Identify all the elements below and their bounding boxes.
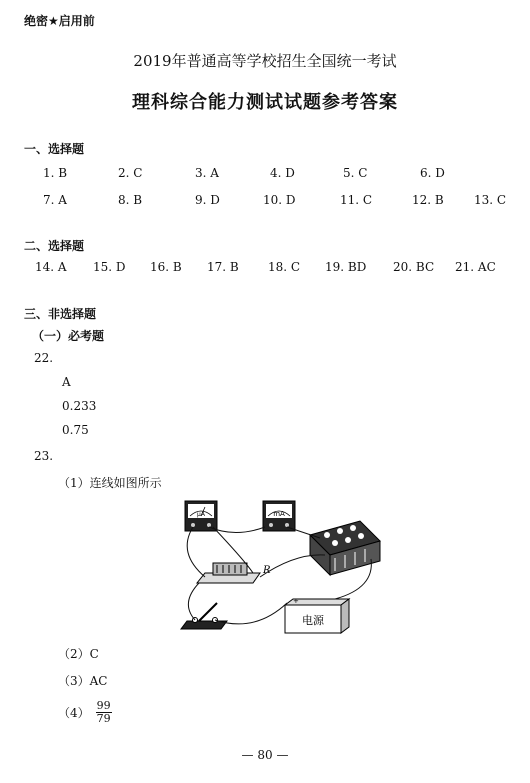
- answer-item: 14. A: [35, 260, 67, 274]
- answer-item: 12. B: [412, 193, 444, 207]
- answer-item: 8. B: [118, 193, 143, 207]
- page-number: — 80 —: [241, 748, 289, 762]
- confidential-label: 绝密★启用前: [24, 14, 95, 28]
- fraction: [96, 700, 112, 725]
- section2-heading: 二、选择题: [24, 239, 85, 253]
- answer-item: 20. BC: [393, 260, 435, 274]
- power-supply-icon: [285, 597, 349, 633]
- answer-item: 1. B: [43, 166, 68, 180]
- answer-line: A: [62, 375, 71, 389]
- resistor-icon: [197, 563, 271, 583]
- meter-label: mA: [273, 510, 285, 518]
- answer-item: 13. C: [474, 193, 507, 207]
- part-label: （4）: [58, 706, 90, 720]
- answer-item: 3. A: [195, 166, 219, 180]
- question-number: 23.: [34, 449, 54, 463]
- answer-line: （2）C: [58, 647, 99, 661]
- resistor-label: R: [263, 565, 271, 576]
- denominator: 79: [96, 712, 111, 725]
- answer-item: 4. D: [270, 166, 295, 180]
- meter-label: μA: [197, 511, 205, 518]
- answer-item: 11. C: [340, 193, 373, 207]
- answer-line: （3）AC: [58, 674, 108, 688]
- answer-item: 2. C: [118, 166, 143, 180]
- answer-item: 17. B: [207, 260, 239, 274]
- answer-item: 6. D: [420, 166, 445, 180]
- question-number: 22.: [34, 351, 54, 365]
- answer-item: 21. AC: [455, 260, 496, 274]
- exam-title: 2019年普通高等学校招生全国统一考试: [133, 52, 397, 70]
- answer-key-title: 理科综合能力测试试题参考答案: [132, 92, 398, 113]
- numerator: 99: [96, 699, 111, 712]
- answer-item: 18. C: [268, 260, 301, 274]
- circuit-diagram: [175, 493, 385, 638]
- switch-icon: [181, 603, 227, 629]
- microammeter-icon: [185, 501, 217, 531]
- section3-heading: 三、非选择题: [24, 307, 97, 321]
- resistance-box-icon: [310, 521, 380, 575]
- answer-line-fraction: [58, 700, 112, 725]
- answer-item: 19. BD: [325, 260, 367, 274]
- answer-line: 0.75: [62, 423, 89, 437]
- milliammeter-icon: [263, 501, 295, 531]
- answer-item: 9. D: [195, 193, 220, 207]
- power-supply-label: 电源: [302, 614, 324, 627]
- answer-item: 5. C: [343, 166, 368, 180]
- answer-item: 7. A: [43, 193, 67, 207]
- answer-item: 10. D: [263, 193, 296, 207]
- answer-item: 16. B: [150, 260, 182, 274]
- answer-item: 15. D: [93, 260, 126, 274]
- section1-heading: 一、选择题: [24, 142, 85, 156]
- answer-line: 0.233: [62, 399, 97, 413]
- positive-terminal-label: +: [293, 597, 299, 605]
- answer-line: （1）连线如图所示: [58, 476, 162, 490]
- required-questions-heading: （一）必考题: [32, 329, 105, 343]
